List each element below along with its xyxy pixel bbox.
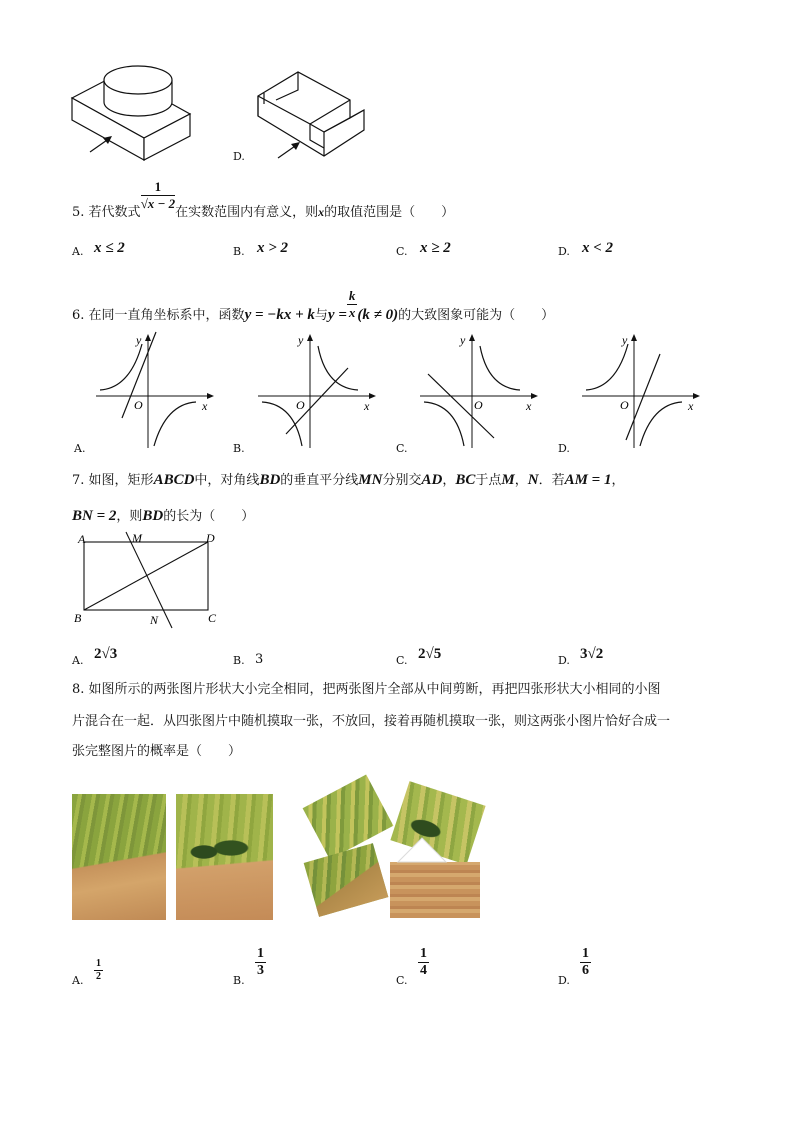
svg-text:C: C xyxy=(208,611,217,625)
svg-text:x: x xyxy=(364,399,370,413)
q8-stem-line1: 8. 如图所示的两张图片形状大小完全相同，把两张图片全部从中间剪断，再把四张形状大小相同的小图 xyxy=(72,682,661,697)
q8-piece-3 xyxy=(304,843,389,917)
q6-graph-b xyxy=(252,330,382,450)
svg-text:x: x xyxy=(688,399,694,413)
q6-func2-lhs: y = xyxy=(327,307,347,323)
q8-stem-line3: 张完整图片的概率是（ ） xyxy=(72,744,242,759)
q5-var: x xyxy=(318,205,325,219)
q8-piece-4 xyxy=(390,862,480,918)
q5-text-mid: 在实数范围内有意义，则 xyxy=(175,205,319,220)
svg-text:y: y xyxy=(622,333,628,347)
svg-text:O: O xyxy=(474,398,483,412)
q6-number: 6. xyxy=(72,308,85,323)
q6-graph-d xyxy=(576,330,706,450)
q7-number: 7. xyxy=(72,473,85,488)
svg-text:y: y xyxy=(298,333,304,347)
q8-photo-right-half xyxy=(176,794,273,920)
q4-figure-c-cylinder-on-block xyxy=(60,60,200,170)
q5-text-before: 若代数式 xyxy=(88,205,141,220)
q6-func2-cond: (k ≠ 0) xyxy=(357,307,399,323)
svg-text:O: O xyxy=(620,398,629,412)
q6-func2-frac: $\frac{k}{x}$ xyxy=(348,288,356,320)
q6-text-before: 在同一直角坐标系中，函数 xyxy=(88,308,245,323)
svg-text:x: x xyxy=(202,399,208,413)
q5-fraction: $\frac{1}{√x - 2}$ xyxy=(140,179,176,211)
q7-stem-line2: BN = 2，则BD的长为（ ） xyxy=(72,508,255,524)
q8-photo-left-half xyxy=(72,794,166,920)
q6-graph-c xyxy=(414,330,544,450)
q8-piece-1 xyxy=(303,774,394,859)
q5-text-after: 的取值范围是（ ） xyxy=(324,205,455,220)
svg-text:D: D xyxy=(206,531,215,545)
q6-option-b-label[interactable]: B. xyxy=(233,442,245,455)
q6-option-d-label[interactable]: D. xyxy=(558,442,570,455)
q6-stem xyxy=(72,288,555,326)
q6-option-a-label[interactable]: A. xyxy=(74,442,86,455)
q8-stem-line2: 片混合在一起．从四张图片中随机摸取一张，不放回，接着再随机摸取一张，则这两张小图片恰好合成一 xyxy=(72,714,671,729)
q6-func1: y = −kx + k xyxy=(244,307,315,323)
q7-rectangle-figure xyxy=(70,530,230,630)
q6-option-c-label[interactable]: C. xyxy=(396,442,408,455)
q4-option-d-label: D. xyxy=(233,150,245,163)
svg-text:y: y xyxy=(136,333,142,347)
q7-stem-line1: 7. 如图，矩形ABCD中，对角线BD的垂直平分线MN分别交AD，BC于点M，N．若AM = 1， xyxy=(72,472,625,488)
svg-text:B: B xyxy=(74,611,82,625)
q8-piece-center-white-triangle xyxy=(392,832,452,866)
q6-text-mid: 与 xyxy=(314,308,328,323)
q6-graph-a xyxy=(90,330,220,450)
svg-text:N: N xyxy=(150,613,159,627)
q5-number: 5. xyxy=(72,205,85,220)
svg-text:A: A xyxy=(78,532,86,546)
svg-text:x: x xyxy=(526,399,532,413)
svg-text:y: y xyxy=(460,333,466,347)
svg-text:M: M xyxy=(132,531,142,545)
q6-text-after: 的大致图象可能为（ ） xyxy=(398,308,555,323)
q5-stem xyxy=(72,179,455,223)
svg-text:O: O xyxy=(134,398,143,412)
svg-text:O: O xyxy=(296,398,305,412)
q4-figure-d-step-block xyxy=(250,60,380,170)
